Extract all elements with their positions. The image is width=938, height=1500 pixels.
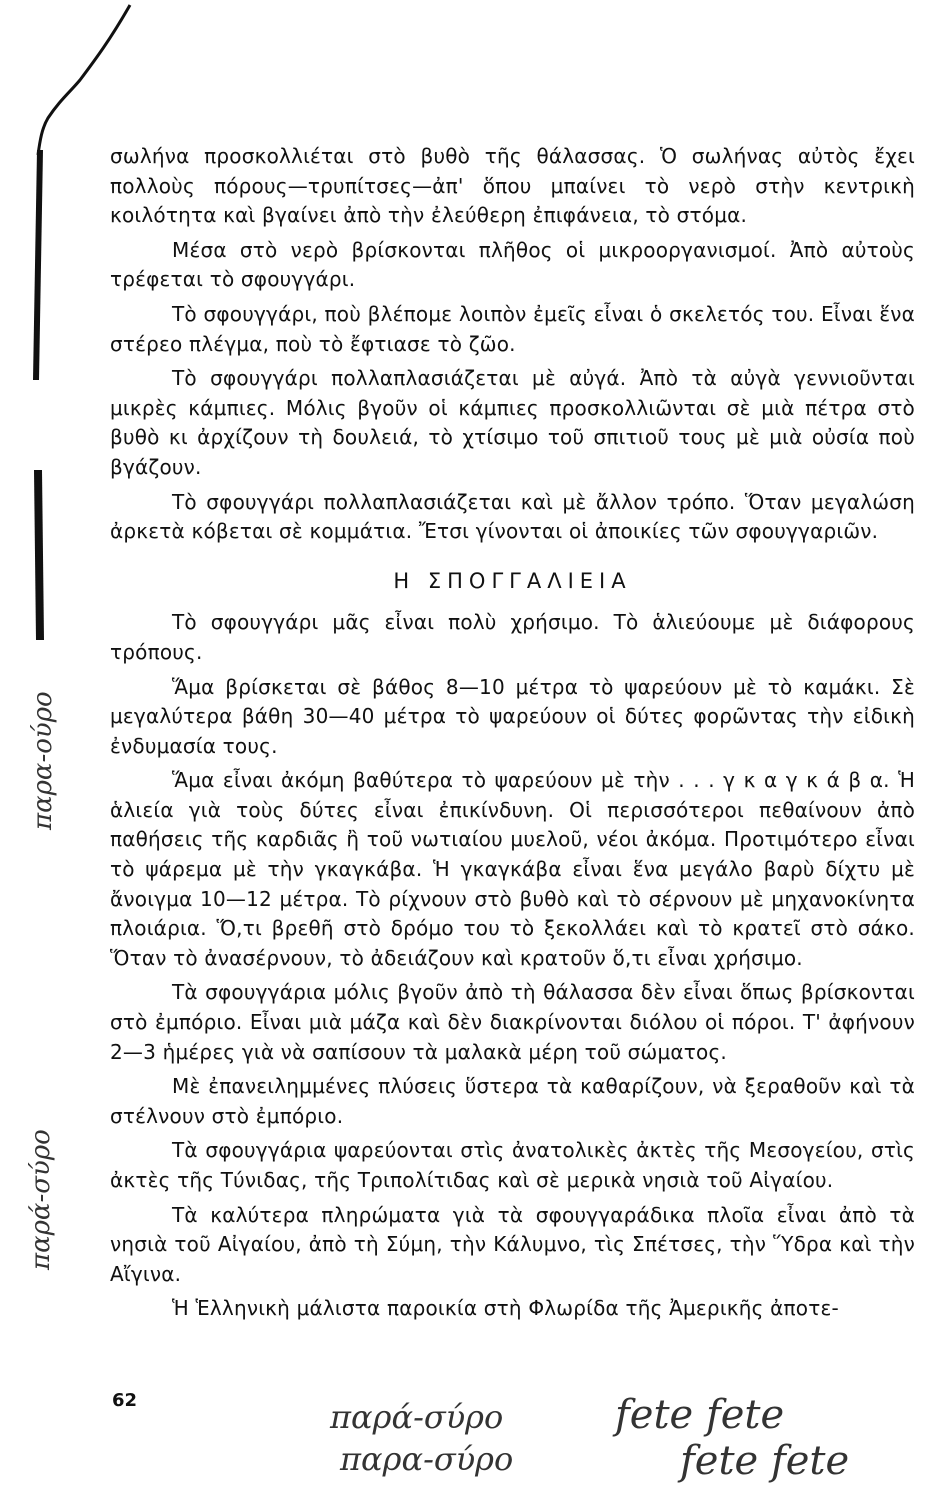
body-text [110, 142, 915, 1329]
left-vertical-stroke-mid [38, 470, 40, 640]
page-number: 62 [112, 1390, 138, 1411]
paragraph: Τὰ καλύτερα πληρώματα γιὰ τὰ σφουγγαράδικα πλοῖα εἶναι ἀπὸ τὰ νησιὰ τοῦ Αἰγαίου, ἀπὸ τὴ Σύμη, τὴν Κάλυμνο, τὶς Σπέτσες, τὴν Ὕδρα καὶ τὴν Αἴγινα. [110, 1202, 915, 1286]
paragraph: Τὸ σφουγγάρι μᾶς εἶναι πολὺ χρήσιμο. Τὸ ἁλιεύουμε μὲ διάφορους τρόπους. [110, 610, 915, 664]
left-vertical-stroke-top [36, 150, 40, 380]
paragraph: Τὸ σφουγγάρι πολλαπλασιάζεται καὶ μὲ ἄλλον τρόπο. Ὅταν μεγαλώση ἀρκετὰ κόβεται σὲ κομμάτια. Ἔτσι γίνονται οἱ ἀποικίες τῶν σφουγγαριῶν. [110, 489, 915, 544]
handwritten-note: fete fete [615, 1392, 785, 1438]
handwritten-note: παρά-σύρο [330, 1398, 504, 1436]
paragraph: Τὸ σφουγγάρι πολλαπλασιάζεται μὲ αὐγά. Ἀπὸ τὰ αὐγὰ γεννιοῦνται μικρὲς κάμπιες. Μόλις βγοῦν οἱ κάμπιες προσκολλιῶνται σὲ μιὰ πέτρα στὸ βυθὸ κι ἀρχίζουν τὴ δουλειά, τὸ χτίσιμο τοῦ σπιτιοῦ τους μὲ μιὰ οὐσία ποὺ βγάζουν. [110, 366, 915, 479]
section-heading: Η ΣΠΟΓΓΑΛΙΕΙΑ [393, 568, 632, 593]
top-squiggle-mark [38, 5, 130, 155]
paragraph: Ἡ Ἑλληνικὴ μάλιστα παροικία στὴ Φλωρίδα τῆς Ἀμερικῆς ἀποτε- [172, 1296, 839, 1321]
paragraph: Μέσα στὸ νερὸ βρίσκονται πλῆθος οἱ μικροοργανισμοί. Ἀπὸ αὐτοὺς τρέφεται τὸ σφουγγάρι. [110, 237, 915, 292]
handwritten-margin-note: παρα-ούρο [28, 691, 58, 830]
paragraph: Τὰ σφουγγάρια ψαρεύονται στὶς ἀνατολικὲς ἀκτὲς τῆς Μεσογείου, στὶς ἀκτὲς τῆς Τύνιδας, τῆς Τριπολίτιδας καὶ σὲ μερικὰ νησιὰ τοῦ Αἰγαίου. [110, 1138, 915, 1192]
paragraph: Μὲ ἐπανειλημμένες πλύσεις ὕστερα τὰ καθαρίζουν, νὰ ξεραθοῦν καὶ τὰ στέλνουν στὸ ἐμπόριο. [110, 1074, 915, 1128]
handwritten-note: fete fete [680, 1438, 850, 1484]
handwritten-note: παρα-σύρο [340, 1440, 514, 1478]
paragraph: Ἅμα εἶναι ἀκόμη βαθύτερα τὸ ψαρεύουν μὲ τὴν . . . γ κ α γ κ ά β α. Ἡ ἁλιεία γιὰ τοὺς δύτες εἶναι ἐπικίνδυνη. Οἱ περισσότεροι πεθαίνουν ἀπὸ παθήσεις τῆς καρδιᾶς ἢ τοῦ νωτιαίου μυελοῦ, νέοι ἀκόμα. Προτιμότερο εἶναι τὸ ψάρεμα μὲ τὴν γκαγκάβα. Ἡ γκαγκάβα εἶναι ἕνα μεγάλο βαρὺ δίχτυ μὲ ἄνοιγμα 10—12 μέτρα. Τὸ ρίχνουν στὸ βυθὸ καὶ τὸ σέρνουν μὲ μηχανοκίνητα πλοιάρια. Ὅ,τι βρεθῆ στὸ δρόμο του τὸ ξεκολλάει καὶ τὸ κρατεῖ στὸ σάκο. Ὅταν τὸ ἀνασέρνουν, τὸ ἀδειάζουν καὶ κρατοῦν ὅ,τι εἶναι χρήσιμο. [110, 768, 915, 970]
paragraph: σωλήνα προσκολλιέται στὸ βυθὸ τῆς θάλασσας. Ὁ σωλήνας αὐτὸς ἔχει πολλοὺς πόρους—τρυπίτσες—ἀπ' ὅπου μπαίνει τὸ νερὸ στὴν κεντρικὴ κοιλότητα καὶ βγαίνει ἀπὸ τὴν ἐλεύθερη ἐπιφάνεια, τὸ στόμα. [110, 144, 915, 228]
paragraph: Τὸ σφουγγάρι, ποὺ βλέπομε λοιπὸν ἐμεῖς εἶναι ὁ σκελετός του. Εἶναι ἕνα στέρεο πλέγμα, ποὺ τὸ ἔφτιασε τὸ ζῶο. [110, 301, 915, 356]
paragraph: Τὰ σφουγγάρια μόλις βγοῦν ἀπὸ τὴ θάλασσα δὲν εἶναι ὅπως βρίσκονται στὸ ἐμπόριο. Εἶναι μιὰ μάζα καὶ δὲν διακρίνονται διόλου οἱ πόροι. Τ' ἀφήνουν 2—3 ἡμέρες γιὰ νὰ σαπίσουν τὰ μαλακὰ μέρη τοῦ σώματος. [110, 980, 915, 1064]
paragraph: Ἅμα βρίσκεται σὲ βάθος 8—10 μέτρα τὸ ψαρεύουν μὲ τὸ καμάκι. Σὲ μεγαλύτερα βάθη 30—40 μέτρα τὸ ψαρεύουν οἱ δύτες φορῶντας τὴν εἰδικὴ ἐνδυμασία τους. [110, 674, 915, 758]
handwritten-margin-note: παρά-σύρο [26, 1129, 56, 1270]
